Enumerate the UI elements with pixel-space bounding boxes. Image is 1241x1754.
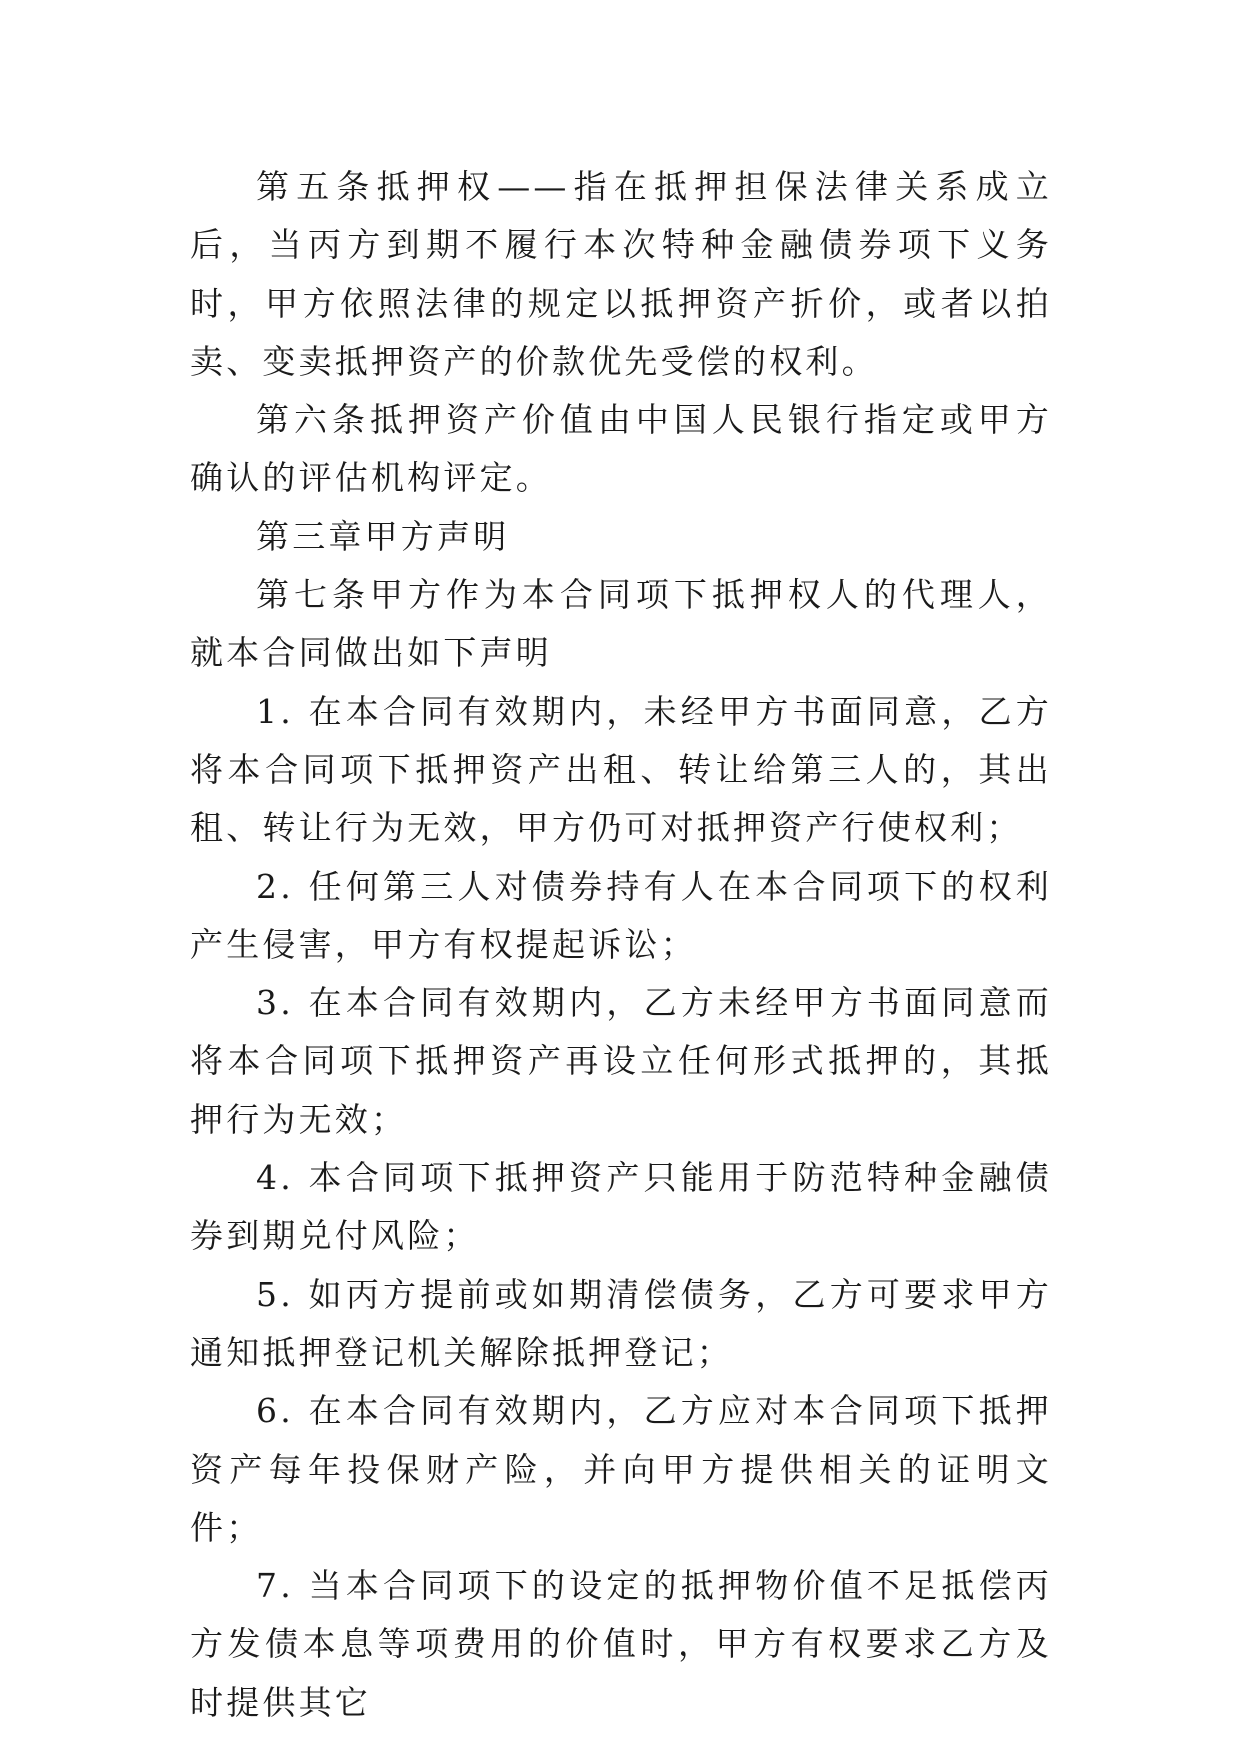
paragraph-article-5: 第五条抵押权——指在抵押担保法律关系成立后，当丙方到期不履行本次特种金融债券项下义务时，甲方依照法律的规定以抵押资产折价，或者以拍卖、变卖抵押资产的价款优先受偿的权利。 [190,167,1052,381]
list-item-7: 7. 当本合同项下的设定的抵押物价值不足抵偿丙方发债本息等项费用的价值时，甲方有权要求乙方及时提供其它 [190,1566,1052,1722]
list-item-3: 3. 在本合同有效期内，乙方未经甲方书面同意而将本合同项下抵押资产再设立任何形式抵押的，其抵押行为无效； [190,983,1052,1139]
list-item-5: 5. 如丙方提前或如期清偿债务，乙方可要求甲方通知抵押登记机关解除抵押登记； [190,1274,1052,1372]
list-item-1: 1. 在本合同有效期内，未经甲方书面同意，乙方将本合同项下抵押资产出租、转让给第三人的，其出租、转让行为无效，甲方仍可对抵押资产行使权利； [190,691,1052,848]
list-item-2: 2. 任何第三人对债券持有人在本合同项下的权利产生侵害，甲方有权提起诉讼； [190,866,1052,964]
paragraph-article-7: 第七条甲方作为本合同项下抵押权人的代理人，就本合同做出如下声明 [190,575,1052,673]
list-item-6: 6. 在本合同有效期内，乙方应对本合同项下抵押资产每年投保财产险，并向甲方提供相关的证明文件； [190,1391,1052,1547]
paragraph-article-6: 第六条抵押资产价值由中国人民银行指定或甲方确认的评估机构评定。 [190,400,1052,498]
list-item-4: 4. 本合同项下抵押资产只能用于防范特种金融债券到期兑付风险； [190,1158,1052,1256]
chapter-heading: 第三章甲方声明 [256,516,510,556]
document-body [190,158,1052,1732]
